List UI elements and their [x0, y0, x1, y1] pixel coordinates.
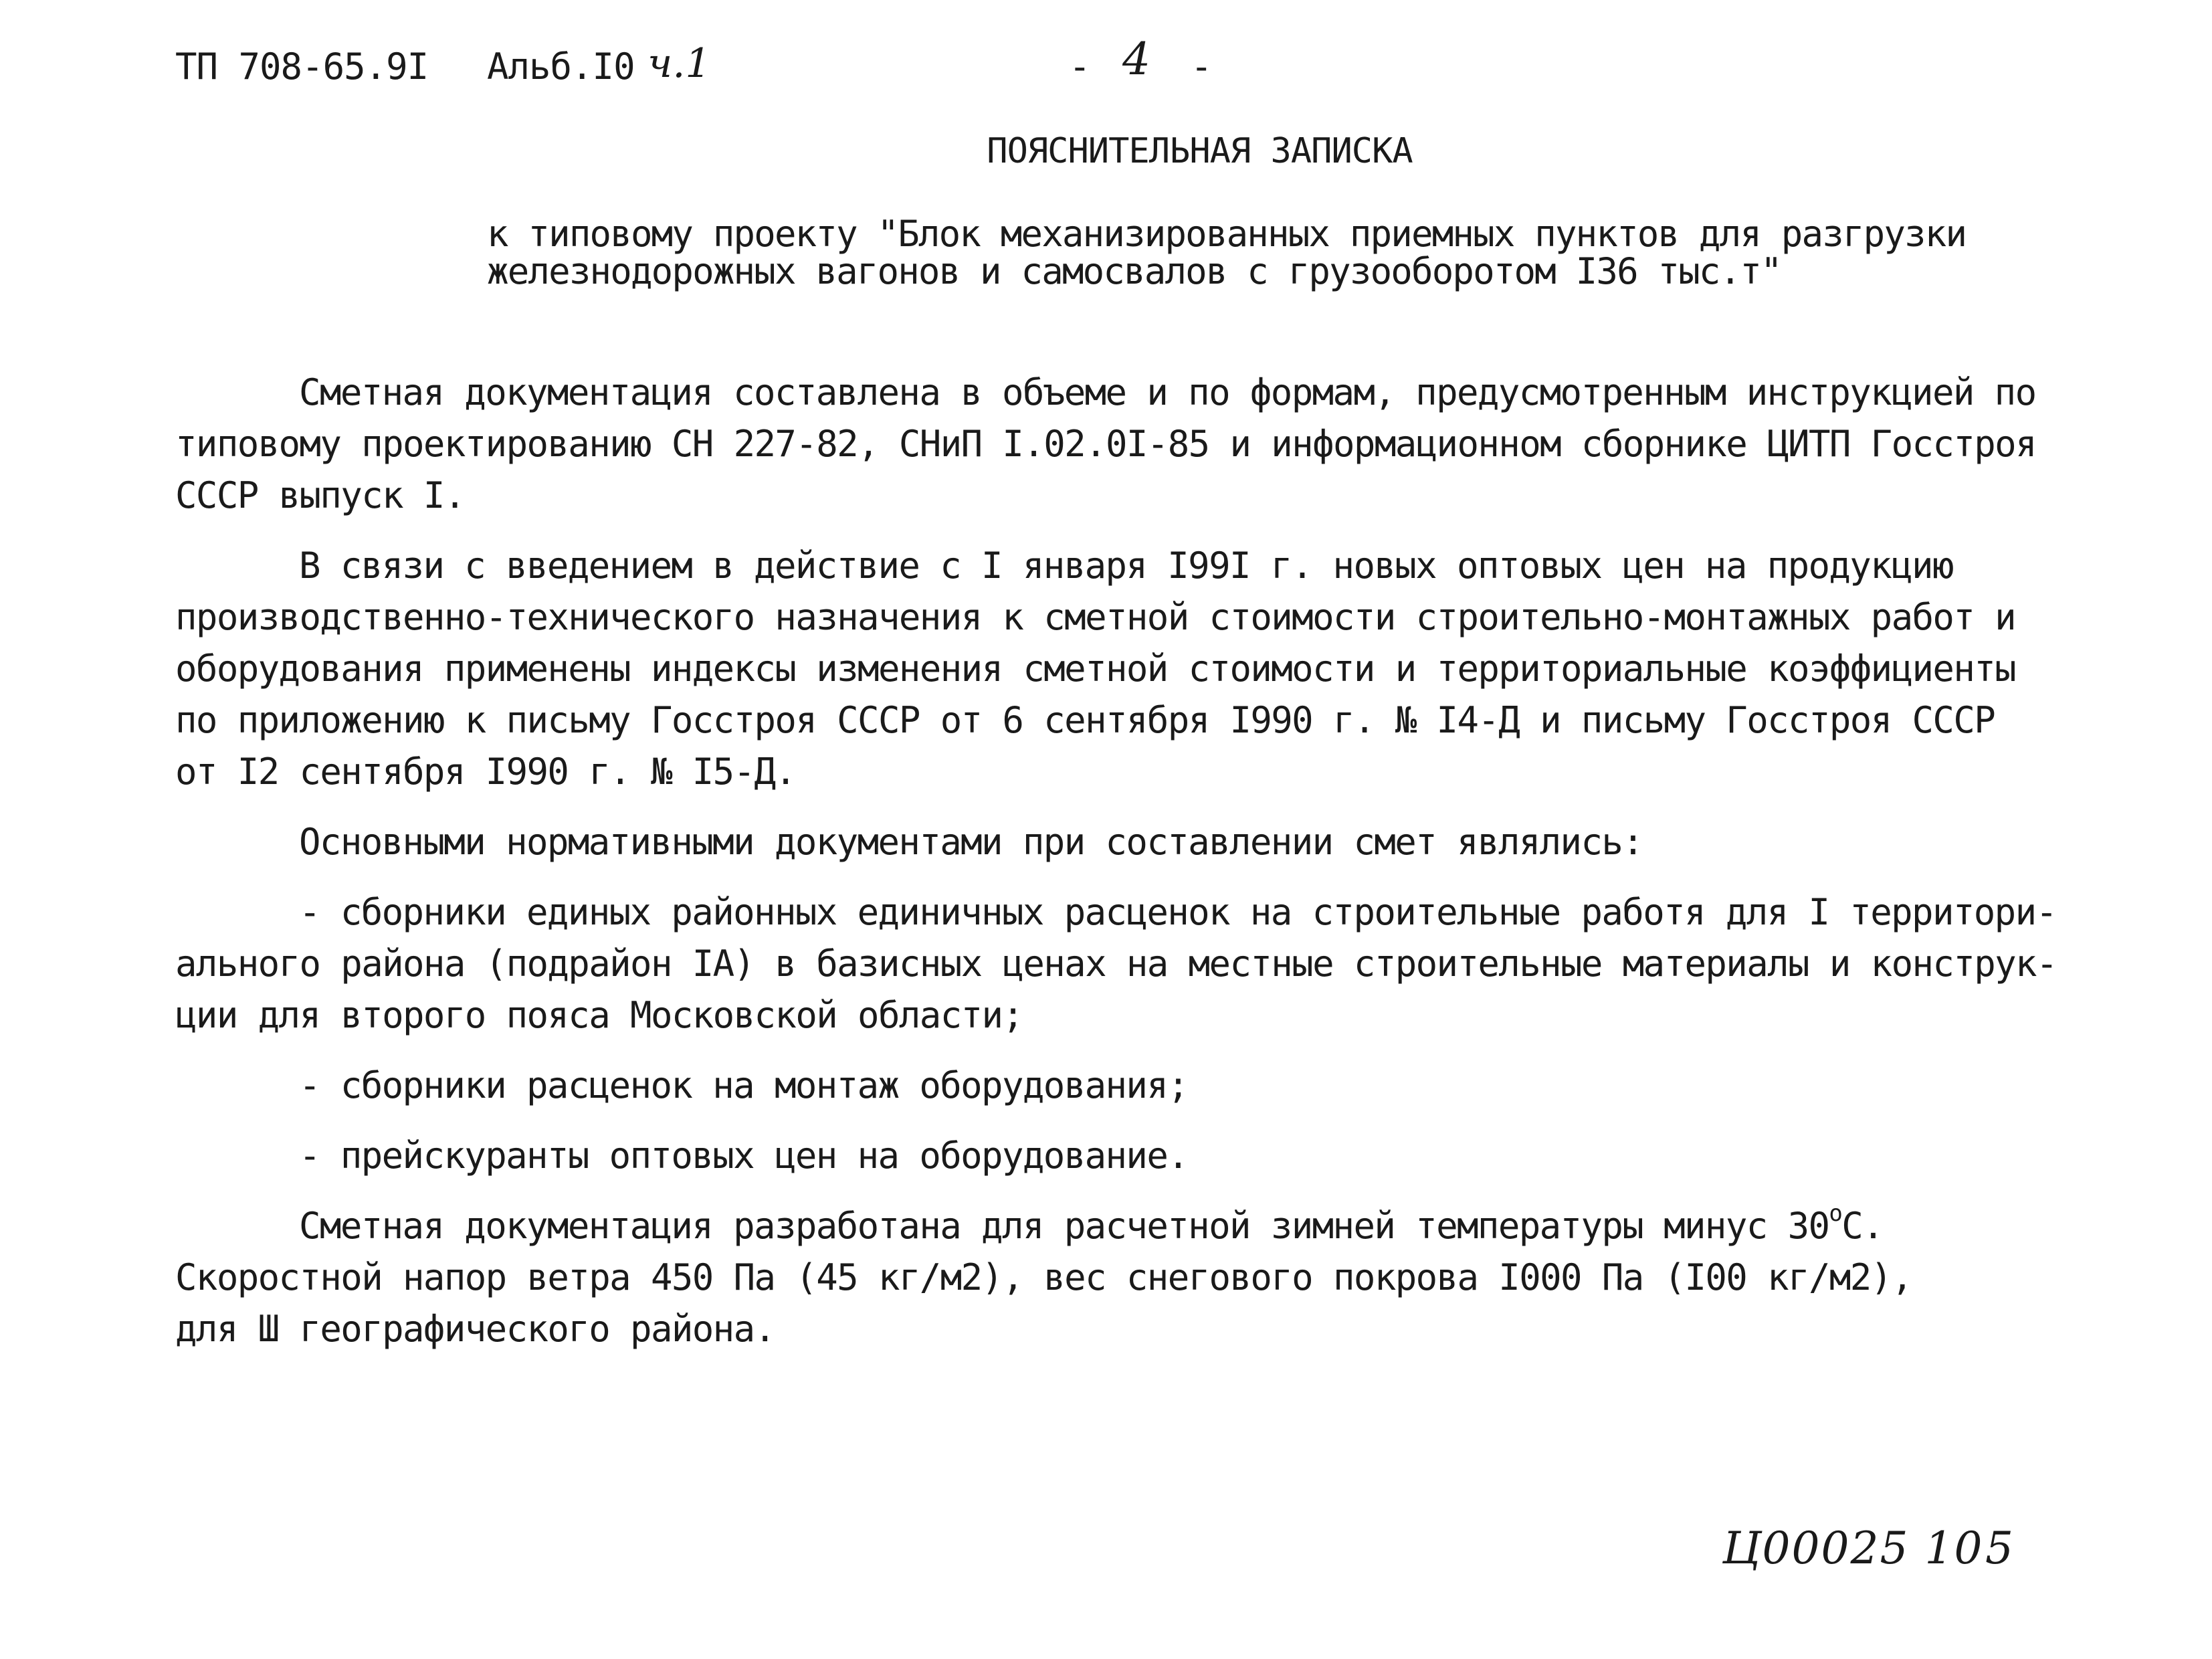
text-line: - сборники единых районных единичных расценок на строительные работя для I территори- [299, 891, 2057, 933]
page-mark-dash-right: - [1191, 45, 1212, 88]
list-item-installation-rates [175, 1060, 2048, 1111]
text-line: - сборники расценок на монтаж оборудования; [299, 1064, 1189, 1106]
album-label: Альб.I0 [487, 45, 635, 88]
page-number-mark [1069, 33, 1229, 87]
text-line: производственно-технического назначения к сметной стоимости строительно-монтажных работ и [175, 596, 2016, 638]
document-body [175, 367, 2057, 1355]
temperature-text: Сметная документация разработана для расчетной зимней температуры минус 30 [299, 1205, 1829, 1247]
text-line: Сметная документация составлена в объеме и по формам, предусмотренным инструкцией по [299, 371, 2036, 413]
text-line: Основными нормативными документами при составлении смет являлись: [299, 821, 1643, 863]
paragraph-climate [175, 1200, 2048, 1355]
text-line: оборудования применены индексы изменения сметной стоимости и территориальные коэффициенты [175, 648, 2016, 690]
document-title: ПОЯСНИТЕЛЬНАЯ ЗАПИСКА [987, 131, 1413, 171]
page-mark-number: 4 [1122, 33, 1150, 85]
text-line: СССР выпуск I. [175, 474, 465, 516]
text-line: для Ш географического района. [175, 1308, 775, 1350]
doc-code: ТП 708-65.9I [175, 45, 429, 88]
text-line: - прейскуранты оптовых цен на оборудование. [299, 1135, 1189, 1177]
list-item-price-lists [175, 1130, 2048, 1181]
list-item-rates-collections [175, 886, 2057, 1041]
paragraph-scope [175, 367, 2048, 521]
document-subtitle [487, 215, 2092, 290]
degree-sign: o [1829, 1200, 1842, 1227]
text-line [175, 1200, 2048, 1252]
subtitle-line: железнодорожных вагонов и самосвалов с грузооборотом I36 тыс.т" [487, 250, 1781, 292]
part-handwritten: ч.1 [647, 40, 711, 87]
text-line: ции для второго пояса Московской области; [175, 994, 1023, 1036]
subtitle-line: к типовому проекту "Блок механизированных приемных пунктов для разгрузки [487, 213, 1967, 255]
inventory-number: Ц00025 10 [1722, 1523, 1984, 1574]
paragraph-prices [175, 540, 2048, 797]
text-line: типовому проектированию СН 227-82, СНиП I.02.0I-85 и информационном сборнике ЦИТП Госстроя [175, 423, 2036, 465]
sheet-number: 5 [1985, 1523, 2013, 1574]
page-mark-dash-left: - [1069, 45, 1090, 88]
temperature-unit: С. [1841, 1205, 1884, 1247]
text-line: В связи с введением в действие с I января I99I г. новых оптовых цен на продукцию [299, 545, 1953, 587]
text-line: по приложению к письму Госстроя СССР от 6 сентября I990 г. № I4-Д и письму Госстроя СССР [175, 699, 1995, 741]
text-line: Скоростной напор ветра 450 Па (45 кг/м2), вес снегового покрова I000 Па (I00 кг/м2), [175, 1256, 1912, 1298]
text-line: ального района (подрайон IА) в базисных ценах на местные строительные материалы и конструк- [175, 943, 2057, 985]
text-line: от I2 сентября I990 г. № I5-Д. [175, 751, 796, 793]
paragraph-normative-docs [175, 816, 2048, 868]
